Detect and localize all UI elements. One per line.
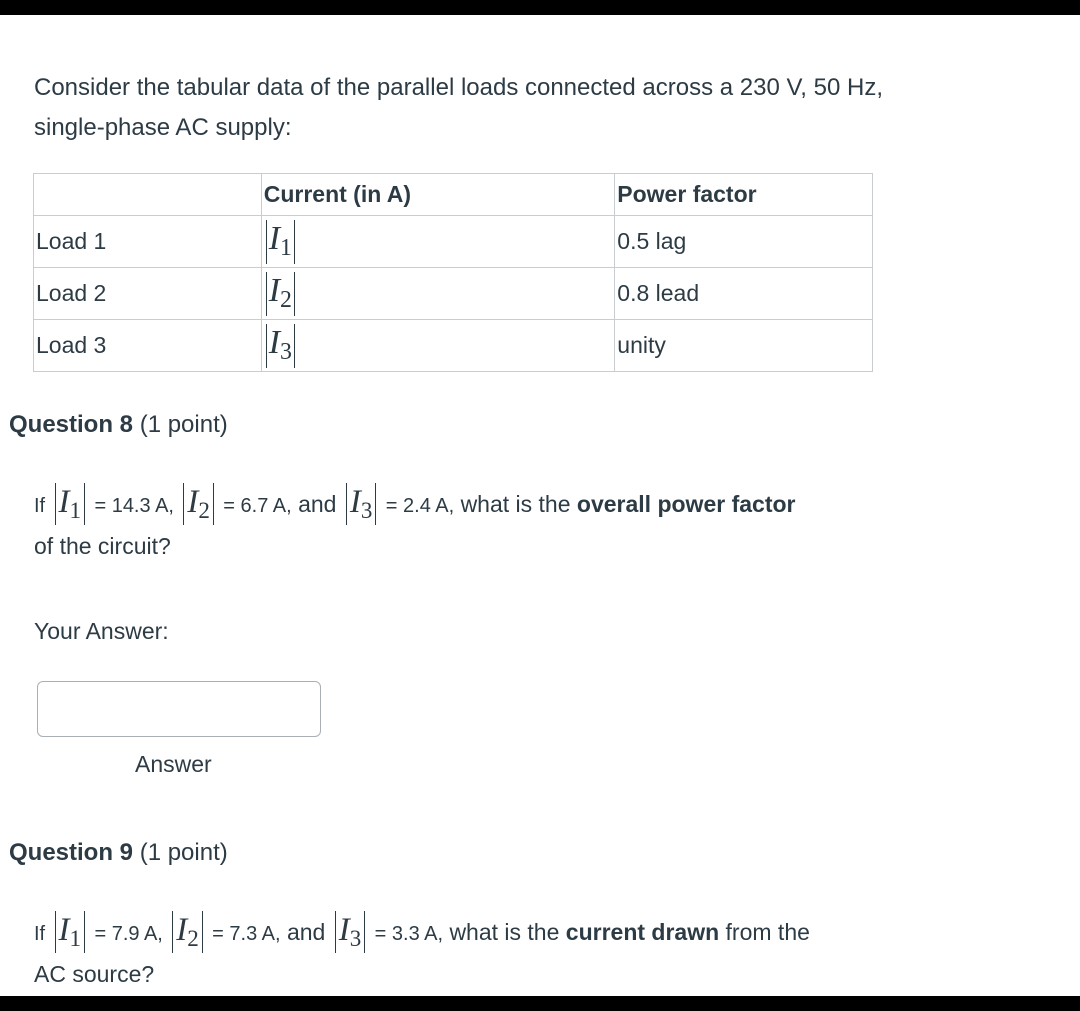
i2-magnitude: $I_2$ — [180, 484, 217, 520]
i3-value: = 2.4 A, — [385, 495, 455, 517]
if-label: If — [34, 923, 46, 945]
i1-value: = 14.3 A, — [94, 495, 174, 517]
question-8-bold: overall power factor — [576, 491, 796, 517]
answer-field-label: Answer — [135, 751, 212, 777]
and-label: and — [298, 491, 337, 517]
power-factor-cell: 0.8 lead — [615, 268, 873, 320]
question-8-prompt: what is the — [460, 491, 571, 517]
question-9-title: Question 9 — [9, 839, 134, 866]
and-label: and — [286, 919, 326, 945]
i2-value: = 6.7 A, — [223, 495, 292, 517]
current-cell — [261, 268, 615, 320]
power-factor-cell: unity — [615, 320, 873, 372]
i1-magnitude: $I_1$ — [52, 912, 89, 948]
top-border — [0, 0, 1080, 15]
current-magnitude: $I_3$ — [264, 324, 297, 361]
intro-text — [34, 68, 1034, 148]
table-row — [34, 268, 873, 320]
question-8-title: Question 8 — [9, 411, 134, 438]
header-blank — [34, 174, 262, 216]
question-9-prompt-end: AC source? — [34, 961, 155, 987]
load-name: Load 1 — [34, 216, 262, 268]
load-name: Load 2 — [34, 268, 262, 320]
current-cell — [261, 216, 615, 268]
question-9-bold: current drawn — [565, 919, 720, 945]
question-8-text — [34, 482, 1054, 566]
your-answer-label: Your Answer: — [34, 618, 169, 644]
question-9-prompt-mid: from the — [725, 919, 810, 945]
question-9-points: (1 point) — [139, 839, 228, 866]
question-8-points: (1 point) — [139, 411, 228, 438]
question-9-text — [34, 910, 1054, 994]
header-power-factor: Power factor — [615, 174, 873, 216]
i1-magnitude: $I_1$ — [52, 484, 89, 520]
current-magnitude: $I_2$ — [264, 272, 297, 309]
question-8-heading — [9, 411, 228, 439]
loads-table — [33, 173, 873, 372]
bottom-border — [0, 996, 1080, 1011]
i1-value: = 7.9 A, — [94, 923, 163, 945]
power-factor-cell: 0.5 lag — [615, 216, 873, 268]
answer-input[interactable] — [37, 681, 321, 737]
i3-magnitude: $I_3$ — [332, 912, 369, 948]
table-row — [34, 216, 873, 268]
i3-magnitude: $I_3$ — [343, 484, 380, 520]
i2-value: = 7.3 A, — [212, 923, 281, 945]
i2-magnitude: $I_2$ — [169, 912, 206, 948]
current-cell — [261, 320, 615, 372]
current-magnitude: $I_1$ — [264, 220, 297, 257]
intro-line-1: Consider the tabular data of the parallel loads connected across a 230 V, 50 Hz, — [34, 74, 883, 101]
table-header-row — [34, 174, 873, 216]
question-9-heading — [9, 839, 228, 867]
intro-line-2: single-phase AC supply: — [34, 114, 292, 141]
question-8-prompt-end: of the circuit? — [34, 533, 171, 559]
question-9-prompt: what is the — [449, 919, 560, 945]
i3-value: = 3.3 A, — [374, 923, 444, 945]
if-label: If — [34, 495, 46, 517]
header-current: Current (in A) — [261, 174, 615, 216]
table-row — [34, 320, 873, 372]
load-name: Load 3 — [34, 320, 262, 372]
